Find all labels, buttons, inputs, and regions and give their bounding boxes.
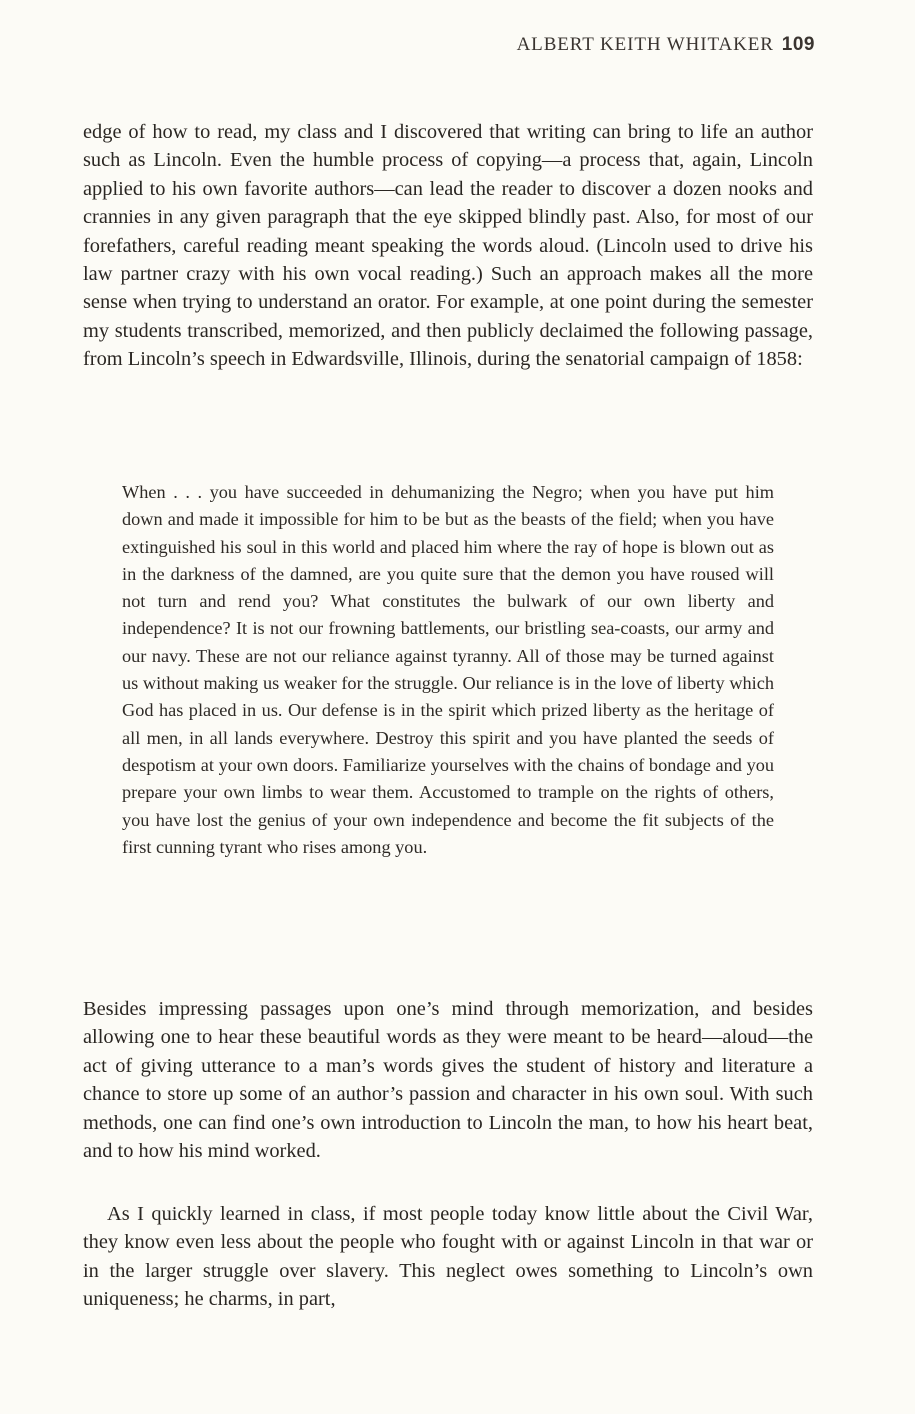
paragraph-civil-war	[83, 1200, 813, 1314]
page-number: 109	[781, 34, 815, 55]
running-head	[517, 34, 815, 56]
paragraph-text: As I quickly learned in class, if most people today know little about the Civil War, they know even less about the people who fought with or against Lincoln in that war or in the larger struggle over slavery. This neglect owes something to Lincoln’s own uniqueness; he charms, in part,	[83, 1203, 813, 1311]
paragraph-text: edge of how to read, my class and I discovered that writing can bring to life an author such as Lincoln. Even the humble process of copying—a process that, again, Lincoln applied to his own favorite authors—can lead the reader to discover a dozen nooks and crannies in any given paragraph that the eye skipped blindly past. Also, for most of our forefathers, careful reading meant speaking the words aloud. (Lincoln used to drive his law partner crazy with his own vocal reading.) Such an approach makes all the more sense when trying to understand an orator. For example, at one point during the semester my students transcribed, memorized, and then publicly declaimed the following passage, from Lincoln’s speech in Edwardsville, Illinois, during the senatorial campaign of 1858:	[83, 121, 813, 371]
block-quotation	[122, 479, 774, 861]
quotation-text: When . . . you have succeeded in dehumanizing the Negro; when you have put him down and made it impossible for him to be but as the beasts of the field; when you have extinguished his soul in this world and placed him where the ray of hope is blown out as in the darkness of the damned, are you quite sure that the demon you have roused will not turn and rend you? What constitutes the bulwark of our own liberty and independence? It is not our frowning battlements, our bristling sea-coasts, our army and our navy. These are not our reliance against tyranny. All of those may be turned against us without making us weaker for the struggle. Our reliance is in the love of liberty which God has placed in us. Our defense is in the spirit which prized liberty as the heritage of all men, in all lands everywhere. Destroy this spirit and you have planted the seeds of despotism at your own doors. Familiarize yourselves with the chains of bondage and you prepare your own limbs to wear them. Accustomed to trample on the rights of others, you have lost the genius of your own independence and become the fit subjects of the first cunning tyrant who rises among you.	[122, 482, 774, 857]
paragraph-continuation	[83, 118, 813, 374]
running-head-author: ALBERT KEITH WHITAKER	[516, 34, 774, 55]
paragraph-memorization	[83, 995, 813, 1165]
paragraph-text: Besides impressing passages upon one’s mind through memorization, and besides allowing one to hear these beautiful words as they were meant to be heard—aloud—the act of giving utterance to a man’s words gives the student of history and literature a chance to store up some of an author’s passion and character in his own soul. With such methods, one can find one’s own introduction to Lincoln the man, to how his heart beat, and to how his mind worked.	[83, 998, 813, 1163]
